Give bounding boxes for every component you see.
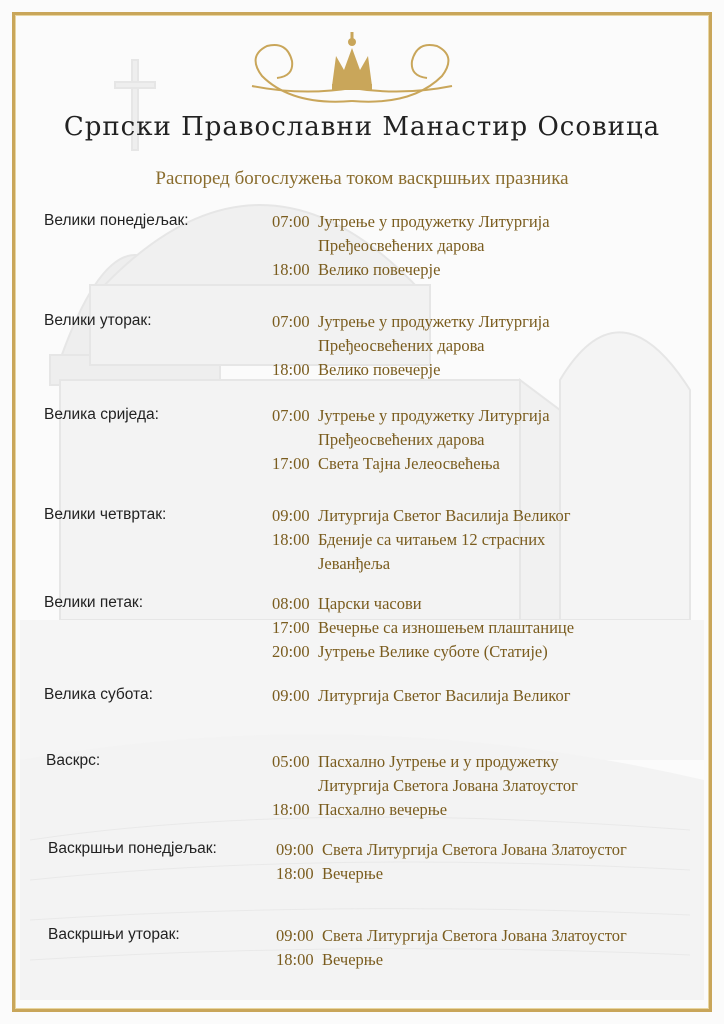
- service-name: Света Литургија Светога Јована Златоустог: [322, 926, 627, 945]
- service-name: Јутрење у продужетку Литургија: [318, 312, 550, 331]
- service-name: Велико повечерје: [318, 260, 441, 279]
- service-time: 18:00: [272, 530, 310, 549]
- service-entry: [272, 406, 550, 426]
- service-time: 18:00: [276, 864, 314, 883]
- service-name: Литургија Светог Василија Великог: [318, 506, 571, 525]
- day-label: Велика субота:: [44, 686, 153, 703]
- service-entry: [276, 864, 383, 884]
- page-subtitle: Распоред богослужења током васкршњих празника: [155, 168, 569, 189]
- day-label: Васкршњи понедјељак:: [48, 840, 217, 857]
- service-entry: [272, 430, 485, 450]
- service-time: 17:00: [272, 454, 310, 473]
- service-name: Јутрење у продужетку Литургија: [318, 406, 550, 425]
- service-name: Јеванђеља: [318, 554, 391, 573]
- service-name: Света Литургија Светога Јована Златоустог: [322, 840, 627, 859]
- service-time: 07:00: [272, 406, 310, 425]
- service-name: Пасхално Јутрење и у продужетку: [318, 752, 559, 771]
- day-label: Велики четвртак:: [44, 506, 167, 523]
- service-name: Пређеосвећених дарова: [318, 236, 485, 255]
- service-name: Света Тајна Јелеосвећења: [318, 454, 500, 473]
- service-entry: [272, 212, 550, 232]
- service-time: 18:00: [272, 260, 310, 279]
- service-entry: [272, 360, 440, 380]
- day-label: Васкрс:: [46, 752, 101, 769]
- service-name: Вечерње: [322, 950, 384, 969]
- service-time: 20:00: [272, 642, 310, 661]
- service-time: 09:00: [272, 506, 310, 525]
- service-name: Вечерње: [322, 864, 384, 883]
- service-entry: [272, 530, 545, 550]
- service-entry: [276, 926, 627, 946]
- day-label: Велики уторак:: [44, 312, 152, 329]
- service-name: Пређеосвећених дарова: [318, 430, 485, 449]
- service-name: Велико повечерје: [318, 360, 441, 379]
- day-label: Васкршњи уторак:: [48, 926, 180, 943]
- service-entry: [272, 336, 485, 356]
- service-name: Пасхално вечерње: [318, 800, 448, 819]
- service-time: 18:00: [276, 950, 314, 969]
- service-entry: [272, 752, 559, 772]
- page-title: Српски Православни Манастир Осовица: [63, 112, 661, 142]
- service-entry: [272, 454, 500, 474]
- day-label: Велика сриједа:: [44, 406, 159, 423]
- service-name: Вечерње са изношењем плаштанице: [318, 618, 575, 637]
- service-time: 07:00: [272, 212, 310, 231]
- service-time: 08:00: [272, 594, 310, 613]
- day-label: Велики петак:: [44, 594, 144, 611]
- service-name: Пређеосвећених дарова: [318, 336, 485, 355]
- service-entry: [272, 260, 440, 280]
- service-time: 17:00: [272, 618, 310, 637]
- service-time: 09:00: [272, 686, 310, 705]
- service-time: 18:00: [272, 360, 310, 379]
- service-name: Јутрење Велике суботе (Статије): [318, 642, 548, 661]
- service-time: 09:00: [276, 840, 314, 859]
- service-entry: [272, 618, 574, 638]
- service-entry: [272, 236, 485, 256]
- service-entry: [272, 312, 550, 332]
- service-entry: [272, 506, 570, 526]
- crown-flourish-icon: [232, 26, 472, 116]
- service-name: Јутрење у продужетку Литургија: [318, 212, 550, 231]
- service-entry: [272, 800, 447, 820]
- service-entry: [272, 594, 422, 614]
- service-time: 07:00: [272, 312, 310, 331]
- service-entry: [272, 686, 570, 706]
- service-name: Литургија Светога Јована Златоустог: [318, 776, 578, 795]
- service-name: Бденије са читањем 12 страсних: [318, 530, 546, 549]
- service-entry: [276, 840, 627, 860]
- day-label: Велики понедјељак:: [44, 212, 189, 229]
- service-name: Царски часови: [318, 594, 422, 613]
- service-time: 09:00: [276, 926, 314, 945]
- service-time: 18:00: [272, 800, 310, 819]
- service-name: Литургија Светог Василија Великог: [318, 686, 571, 705]
- service-entry: [276, 950, 383, 970]
- service-entry: [272, 776, 578, 796]
- service-entry: [272, 554, 390, 574]
- service-time: 05:00: [272, 752, 310, 771]
- service-entry: [272, 642, 548, 662]
